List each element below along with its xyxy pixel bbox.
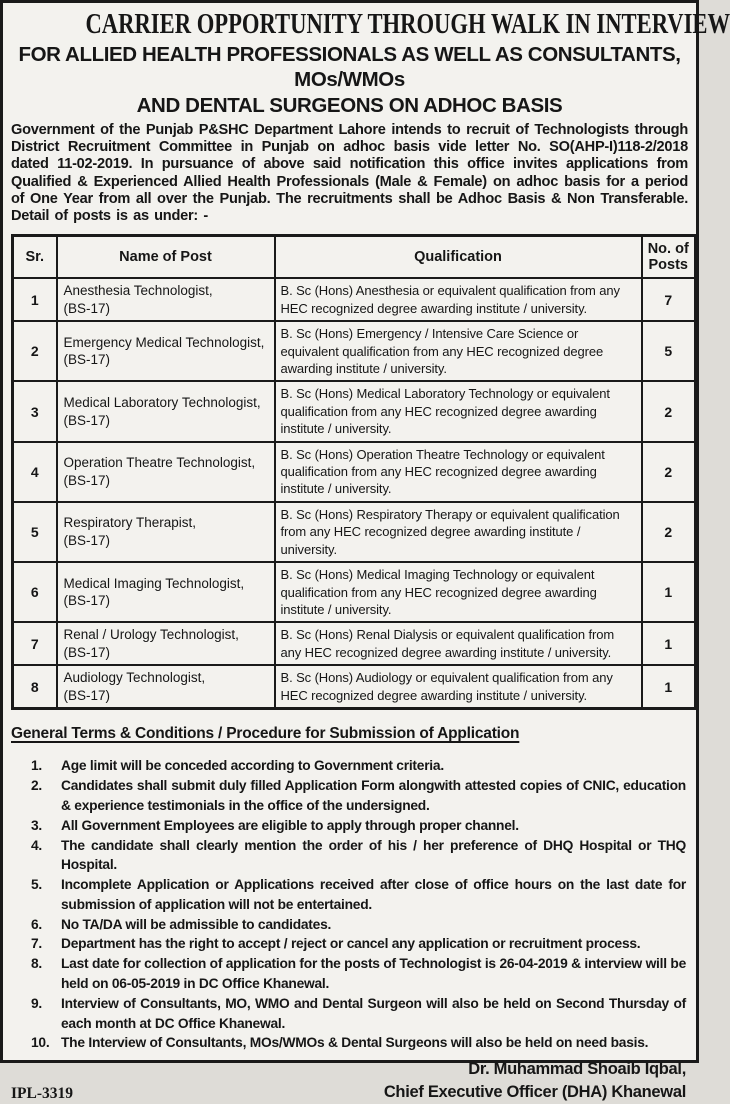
terms-heading: General Terms & Conditions / Procedure for Submission of Application bbox=[11, 725, 520, 743]
item-text: No TA/DA will be admissible to candidates. bbox=[61, 916, 332, 932]
item-number: 4. bbox=[31, 837, 43, 853]
table-row bbox=[13, 321, 696, 381]
cell-post-name bbox=[57, 321, 275, 381]
table-header-row bbox=[13, 236, 696, 279]
posts-table bbox=[11, 234, 697, 710]
col-header-posts: No. of Posts bbox=[642, 236, 696, 279]
item-number: 9. bbox=[31, 995, 43, 1011]
item-text: Incomplete Application or Applications received after close of office hours on the last date for submission of application will not be entertained. bbox=[61, 877, 686, 912]
table-row bbox=[13, 622, 696, 665]
signatory-name: Dr. Muhammad Shoaib Iqbal, bbox=[468, 1060, 686, 1079]
list-item bbox=[31, 954, 686, 994]
subtitle-line-2: AND DENTAL SURGEONS ON ADHOC BASIS bbox=[136, 94, 563, 117]
list-item bbox=[31, 756, 686, 776]
table-row bbox=[13, 381, 696, 441]
table-row bbox=[13, 502, 696, 562]
post-name: Audiology Technologist, bbox=[63, 670, 206, 686]
cell-post-name bbox=[57, 622, 275, 665]
cell-qualification: B. Sc (Hons) Renal Dialysis or equivalent qualification from any HEC recognized degree awarding institute / university. bbox=[275, 622, 642, 665]
list-item bbox=[31, 994, 686, 1034]
signatory-title: Chief Executive Officer (DHA) Khanewal bbox=[383, 1083, 686, 1102]
cell-qualification: B. Sc (Hons) Medical Laboratory Technology or equivalent qualification from any HEC recognized degree awarding institute / university. bbox=[275, 381, 642, 441]
post-name: Emergency Medical Technologist, bbox=[63, 334, 265, 350]
cell-sr: 8 bbox=[13, 665, 57, 709]
cell-post-name bbox=[57, 381, 275, 441]
cell-sr: 7 bbox=[13, 622, 57, 665]
footer-row bbox=[11, 1058, 688, 1104]
cell-qualification: B. Sc (Hons) Anesthesia or equivalent qualification from any HEC recognized degree awarding institute / university. bbox=[275, 278, 642, 321]
item-number: 6. bbox=[31, 916, 43, 932]
item-number: 3. bbox=[31, 817, 43, 833]
post-name: Renal / Urology Technologist, bbox=[63, 627, 239, 643]
post-grade: (BS-17) bbox=[63, 687, 111, 703]
advert-code: IPL-3319 bbox=[11, 1085, 73, 1103]
list-item bbox=[31, 934, 686, 954]
col-header-sr: Sr. bbox=[13, 236, 57, 279]
cell-sr: 2 bbox=[13, 321, 57, 381]
cell-qualification: B. Sc (Hons) Medical Imaging Technology or equivalent qualification from any HEC recognized degree awarding institute / university. bbox=[275, 562, 642, 622]
item-number: 1. bbox=[31, 758, 43, 774]
list-item bbox=[31, 816, 686, 836]
post-name: Anesthesia Technologist, bbox=[63, 283, 213, 299]
post-grade: (BS-17) bbox=[63, 412, 111, 428]
cell-posts: 1 bbox=[642, 665, 696, 709]
cell-posts: 2 bbox=[642, 442, 696, 502]
cell-post-name bbox=[57, 278, 275, 321]
cell-post-name bbox=[57, 442, 275, 502]
cell-sr: 4 bbox=[13, 442, 57, 502]
item-number: 5. bbox=[31, 877, 43, 893]
cell-posts: 2 bbox=[642, 502, 696, 562]
cell-post-name bbox=[57, 665, 275, 709]
cell-sr: 6 bbox=[13, 562, 57, 622]
cell-qualification: B. Sc (Hons) Audiology or equivalent qualification from any HEC recognized degree awarding institute / university. bbox=[275, 665, 642, 709]
cell-qualification: B. Sc (Hons) Respiratory Therapy or equivalent qualification from any HEC recognized degree awarding institute / university. bbox=[275, 502, 642, 562]
post-name: Medical Imaging Technologist, bbox=[63, 575, 245, 591]
cell-posts: 1 bbox=[642, 562, 696, 622]
cell-qualification: B. Sc (Hons) Operation Theatre Technology or equivalent qualification from any HEC recognized degree awarding institute / university. bbox=[275, 442, 642, 502]
cell-posts: 7 bbox=[642, 278, 696, 321]
list-item bbox=[31, 875, 686, 915]
cell-sr: 1 bbox=[13, 278, 57, 321]
cell-sr: 3 bbox=[13, 381, 57, 441]
item-number: 10. bbox=[31, 1035, 50, 1051]
intro-paragraph: Government of the Punjab P&SHC Department Lahore intends to recruit of Technologists through District Recruitment Committee in Punjab on adhoc basis vide letter No. SO(AHP-I)118-2/2018 dated 11-02-2019. In pursuance of above said notification this office invites applications from Qualified & Experienced Allied Health Professionals (Male & Female) on adhoc basis for a period of One Year from all over the Punjab. The recruitments shall be Adhoc Basis & Non Transferable. Detail of posts is as under: - bbox=[11, 122, 688, 225]
cell-posts: 5 bbox=[642, 321, 696, 381]
subtitle-line-1: FOR ALLIED HEALTH PROFESSIONALS AS WELL AS CONSULTANTS, MOs/WMOs bbox=[18, 43, 681, 91]
table-row bbox=[13, 442, 696, 502]
list-item bbox=[31, 1033, 686, 1053]
table-row bbox=[13, 278, 696, 321]
item-number: 8. bbox=[31, 956, 43, 972]
item-number: 2. bbox=[31, 778, 43, 794]
item-text: The candidate shall clearly mention the order of his / her preference of DHQ Hospital or THQ Hospital. bbox=[61, 837, 686, 873]
post-grade: (BS-17) bbox=[63, 300, 111, 316]
post-grade: (BS-17) bbox=[63, 352, 111, 368]
table-row bbox=[13, 562, 696, 622]
list-item bbox=[31, 776, 686, 816]
main-title: CARRIER OPPORTUNITY THROUGH WALK IN INTERVIEW bbox=[85, 8, 730, 40]
item-text: Interview of Consultants, MO, WMO and Dental Surgeon will also be held on Second Thursday of each month at DC Office Khanewal. bbox=[61, 995, 686, 1031]
post-grade: (BS-17) bbox=[63, 644, 111, 660]
terms-list bbox=[11, 756, 688, 1053]
table-row bbox=[13, 665, 696, 709]
list-item bbox=[31, 836, 686, 876]
cell-sr: 5 bbox=[13, 502, 57, 562]
post-name: Operation Theatre Technologist, bbox=[63, 455, 256, 471]
post-grade: (BS-17) bbox=[63, 472, 111, 488]
cell-post-name bbox=[57, 502, 275, 562]
item-text: Last date for collection of application for the posts of Technologist is 26-04-2019 & interview will be held on 06-05-2019 in DC Office Khanewal. bbox=[61, 956, 686, 992]
list-item bbox=[31, 915, 686, 935]
cell-posts: 1 bbox=[642, 622, 696, 665]
item-text: All Government Employees are eligible to apply through proper channel. bbox=[61, 817, 519, 833]
post-name: Respiratory Therapist, bbox=[63, 515, 197, 531]
cell-qualification: B. Sc (Hons) Emergency / Intensive Care Science or equivalent qualification from any HEC recognized degree awarding institute / university. bbox=[275, 321, 642, 381]
cell-post-name bbox=[57, 562, 275, 622]
item-text: Department has the right to accept / reject or cancel any application or recruitment process. bbox=[61, 936, 641, 952]
item-text: Candidates shall submit duly filled Application Form alongwith attested copies of CNIC, education & experience testimonials in the office of the undersigned. bbox=[61, 778, 686, 813]
col-header-qualification: Qualification bbox=[275, 236, 642, 279]
post-grade: (BS-17) bbox=[63, 593, 111, 609]
signature-block bbox=[384, 1058, 688, 1104]
post-grade: (BS-17) bbox=[63, 532, 111, 548]
item-text: The Interview of Consultants, MOs/WMOs & Dental Surgeons will also be held on need basis. bbox=[61, 1035, 649, 1051]
cell-posts: 2 bbox=[642, 381, 696, 441]
post-name: Medical Laboratory Technologist, bbox=[63, 395, 261, 411]
item-number: 7. bbox=[31, 936, 43, 952]
col-header-name: Name of Post bbox=[57, 236, 275, 279]
item-text: Age limit will be conceded according to Government criteria. bbox=[61, 758, 444, 774]
